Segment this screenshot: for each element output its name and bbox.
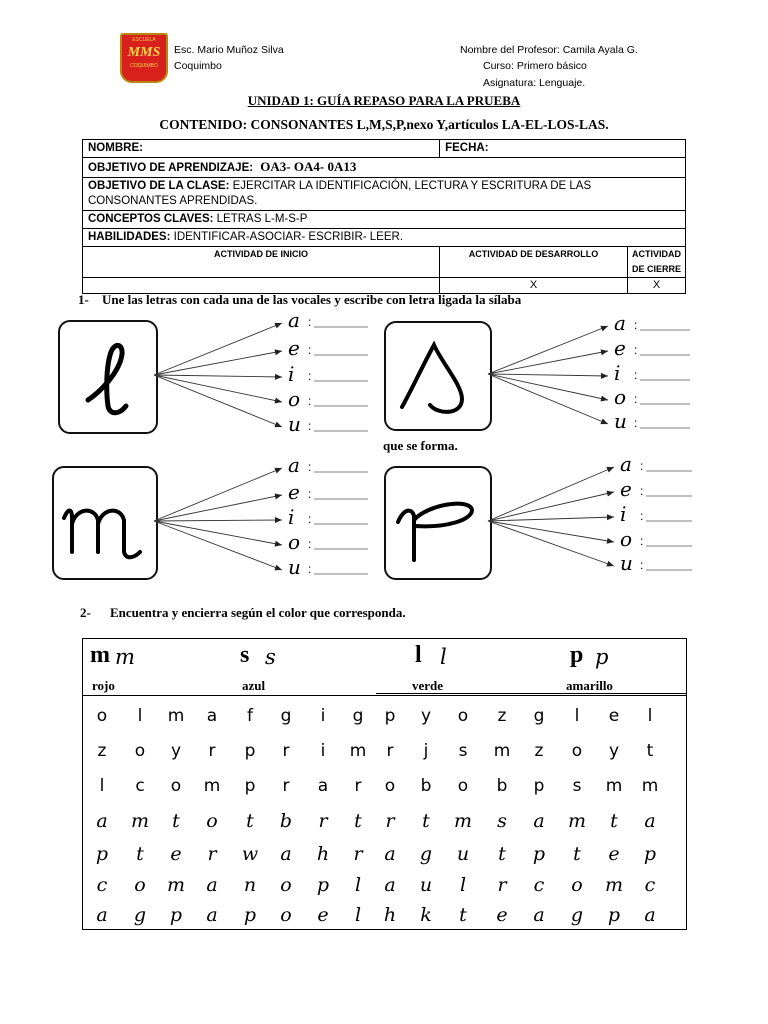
grid-letter[interactable]: o [170,776,182,796]
connector-line [154,521,282,545]
school-city: Coquimbo [174,60,222,72]
arrow-head [607,514,614,520]
vowel-a: a [288,308,300,332]
legend-letter-l: l [415,642,422,668]
grid-letter[interactable]: p [169,904,183,926]
logo-text-mid: MMS [127,45,161,60]
grid-letter[interactable]: r [353,843,363,865]
grid-letter[interactable]: k [420,904,432,926]
grid-letter[interactable]: a [96,810,108,832]
logo-text-top: ESCUELA [132,37,156,43]
legend-letter-s: s [240,642,250,668]
grid-letter[interactable]: e [496,904,508,926]
class-objective [83,178,686,211]
activity-start-header: ACTIVIDAD DE INICIO [83,247,440,278]
activity-closing-header: ACTIVIDAD DE CIERRE [628,247,686,278]
legend-color-rojo: rojo [92,678,115,693]
grid-letter[interactable]: c [533,874,545,896]
key-concepts [83,211,686,229]
grid-letter[interactable]: h [383,904,397,926]
vowel-colon: : [634,392,638,406]
grid-letter[interactable]: r [354,776,362,796]
connector-line [488,517,614,521]
grid-letter[interactable]: p [244,741,256,761]
grid-letter[interactable]: u [419,874,433,896]
cursive-s-glyph [386,323,490,429]
grid-letter[interactable]: o [571,874,583,896]
vowel-colon: : [634,318,638,332]
grid-letter[interactable]: y [420,706,432,726]
grid-letter[interactable]: a [384,874,396,896]
letter-card-s [384,321,492,431]
grid-letter[interactable]: o [384,776,396,796]
grid-letter[interactable]: m [493,741,511,761]
key-concepts-label: CONCEPTOS CLAVES: [88,213,214,225]
arrow-head [600,326,608,332]
vowel-u: u [288,412,301,436]
grid-letter[interactable]: a [96,904,108,926]
grid-letter[interactable]: o [96,706,108,726]
exercise1-number: 1- [78,292,89,307]
grid-letter[interactable]: r [282,741,290,761]
grid-letter[interactable]: t [136,843,144,865]
vowel-o: o [614,385,627,409]
grid-letter[interactable]: s [497,810,507,832]
grid-letter[interactable]: c [96,874,108,896]
key-concepts-value: LETRAS L-M-S-P [216,213,308,225]
vowel-colon: : [640,534,644,548]
learning-objective [83,158,686,178]
connector-line [488,492,614,521]
grid-letter[interactable]: t [172,810,180,832]
vowel-colon: : [308,537,312,551]
connector-line [154,351,282,375]
date-field[interactable]: FECHA: [440,140,686,158]
grid-letter[interactable]: m [453,810,473,832]
grid-letter[interactable]: h [316,843,330,865]
vowel-i: i [288,505,295,529]
grid-letter[interactable]: p [244,776,256,796]
grid-letter[interactable]: z [97,741,107,761]
grid-letter[interactable]: r [386,741,394,761]
vowel-u: u [614,409,627,433]
grid-letter[interactable]: l [459,874,467,896]
grid-letter[interactable]: c [135,776,145,796]
class-objective-value: EJERCITAR LA IDENTIFICACIÓN, LECTURA Y ESCRITURA DE LAS CONSONANTES APRENDIDAS. [88,180,592,207]
vowel-o: o [620,527,633,551]
grid-letter[interactable]: t [246,810,254,832]
legend-letter-p: p [570,642,584,668]
grid-letter[interactable]: t [646,741,654,761]
activity-development-mark[interactable]: X [440,278,628,294]
grid-letter[interactable]: m [203,776,221,796]
info-table [82,139,686,294]
grid-letter[interactable]: g [133,904,147,926]
cursive-m-glyph [54,468,156,578]
grid-letter[interactable]: a [644,904,656,926]
arrow-head [607,538,614,544]
grid-letter[interactable]: l [137,706,143,726]
vowel-e: e [620,477,632,501]
vowel-colon: : [634,343,638,357]
connector-line [488,374,608,400]
vowel-i: i [288,362,295,386]
vowel-colon: : [308,512,312,526]
vowel-colon: : [308,419,312,433]
vowel-i: i [614,361,621,385]
grid-letter[interactable]: o [280,874,292,896]
arrow-head [607,491,614,497]
arrow-head [601,373,608,379]
letter-card-p [384,466,492,580]
vowel-colon: : [634,368,638,382]
grid-letter[interactable]: i [320,706,326,726]
arrow-head [275,398,282,404]
grid-letter[interactable]: t [459,904,467,926]
letter-card-l [58,320,158,434]
grid-letter[interactable]: o [457,776,469,796]
class-objective-label: OBJETIVO DE LA CLASE: [88,180,230,192]
connector-line [488,374,608,424]
legend-color-verde: verde [412,678,444,693]
grid-letter[interactable]: t [354,810,362,832]
grid-letter[interactable]: o [280,904,292,926]
grid-letter[interactable]: a [533,904,545,926]
connector-line [154,521,282,570]
learning-objective-value: OA3- OA4- 0A13 [260,159,357,174]
grid-letter[interactable]: r [497,874,507,896]
unit-title: UNIDAD 1: GUÍA REPASO PARA LA PRUEBA [247,93,521,108]
grid-letter[interactable]: p [643,843,657,865]
grid-letter[interactable]: l [574,706,580,726]
grid-letter[interactable]: w [241,843,259,865]
grid-letter[interactable]: b [420,776,432,796]
grid-letter[interactable]: r [385,810,395,832]
grid-letter[interactable]: y [608,741,620,761]
skills-label: HABILIDADES: [88,231,171,243]
vowel-o: o [288,387,301,411]
grid-letter[interactable]: l [99,776,105,796]
logo-text-bottom: COQUIMBO [130,63,158,69]
legend-cursive-s: s [265,645,276,669]
grid-letter[interactable]: l [647,706,653,726]
legend-cursive-m: m [115,645,135,669]
vowel-colon: : [640,558,644,572]
vowel-a: a [620,452,632,476]
grid-letter[interactable]: j [423,741,429,761]
grid-letter[interactable]: l [354,904,362,926]
grid-letter[interactable]: a [317,776,329,796]
grid-letter[interactable]: z [534,741,544,761]
legend-letter-m: m [90,642,110,668]
connector-line [488,467,614,521]
grid-letter[interactable]: n [243,874,257,896]
arrow-head [274,468,282,474]
grid-letter[interactable]: r [207,843,217,865]
connector-line [488,374,608,376]
vowel-a: a [614,311,626,335]
arrow-head [274,323,282,329]
legend-bottom-line [83,695,686,696]
skills [83,229,686,247]
legend-cursive-l: l [440,645,447,669]
grid-letter[interactable]: m [349,741,367,761]
vowel-colon: : [640,509,644,523]
grid-letter[interactable]: o [206,810,218,832]
arrow-head [601,396,608,402]
connector-line [154,520,282,521]
grid-letter[interactable]: m [605,776,623,796]
legend-color-amarillo: amarillo [566,678,613,693]
grid-letter[interactable]: o [457,706,469,726]
grid-letter[interactable]: e [170,843,182,865]
connector-line [488,351,608,374]
grid-letter[interactable]: f [247,706,253,726]
course: Curso: Primero básico [483,60,587,72]
grid-letter[interactable]: r [282,776,290,796]
grid-letter[interactable]: l [354,874,362,896]
arrow-head [274,422,282,428]
legend-color-azul: azul [242,678,266,693]
vowel-colon: : [308,487,312,501]
vowel-e: e [288,336,300,360]
grid-letter[interactable]: m [130,810,150,832]
grid-letter[interactable]: a [206,904,218,926]
letter-card-m [52,466,158,580]
grid-letter[interactable]: p [607,904,621,926]
grid-letter[interactable]: g [352,706,364,726]
grid-letter[interactable]: t [610,810,618,832]
grid-letter[interactable]: e [608,843,620,865]
legend-cursive-p: p [595,645,609,669]
grid-letter[interactable]: e [317,904,329,926]
exercise1-instruction: Une las letras con cada una de las vocales y escribe con letra ligada la sílaba [102,292,522,307]
vowel-i: i [620,502,627,526]
arrow-head [274,565,282,571]
grid-letter[interactable]: m [166,874,186,896]
content-title: CONTENIDO: CONSONANTES L,M,S,P,nexo Y,artículos LA-EL-LOS-LAS. [159,117,609,132]
school-name: Esc. Mario Muñoz Silva [174,44,284,56]
learning-objective-label: OBJETIVO DE APRENDIZAJE: [88,162,254,174]
vowel-e: e [288,480,300,504]
grid-letter[interactable]: z [497,706,507,726]
subject: Asignatura: Lenguaje. [483,77,586,89]
name-field[interactable]: NOMBRE: [83,140,440,158]
arrow-head [275,349,282,355]
grid-letter[interactable]: r [318,810,328,832]
connector-line [154,495,282,521]
grid-letter[interactable]: g [533,706,545,726]
vowel-colon: : [308,369,312,383]
vowel-a: a [288,453,300,477]
grid-letter[interactable]: p [533,776,545,796]
arrow-head [606,561,614,567]
grid-letter[interactable]: a [384,843,396,865]
connector-line [488,326,608,374]
connector-line [154,468,282,521]
vowel-colon: : [308,343,312,357]
grid-letter[interactable]: a [206,706,218,726]
grid-letter[interactable]: g [419,843,433,865]
grid-letter[interactable]: i [320,741,326,761]
arrow-head [600,419,608,425]
exercise2-instruction: Encuentra y encierra según el color que corresponda. [110,605,406,620]
arrow-head [275,493,282,499]
grid-letter[interactable]: p [95,843,109,865]
teacher-name: Nombre del Profesor: Camila Ayala G. [460,44,638,56]
vowel-colon: : [640,484,644,498]
connector-line [488,521,614,542]
grid-letter[interactable]: m [167,706,185,726]
grid-letter[interactable]: p [316,874,330,896]
connector-line [154,375,282,427]
vowel-colon: : [308,562,312,576]
grid-letter[interactable]: t [573,843,581,865]
grid-letter[interactable]: m [641,776,659,796]
skills-value: IDENTIFICAR-ASOCIAR- ESCRIBIR- LEER. [173,231,404,243]
vowel-u: u [288,555,301,579]
school-logo [120,33,168,83]
exercise2-number: 2- [80,605,91,620]
grid-letter[interactable]: a [280,843,292,865]
vowel-colon: : [634,416,638,430]
connector-line [154,323,282,375]
arrow-head [606,467,614,473]
vowel-colon: : [308,394,312,408]
vowel-o: o [288,530,301,554]
grid-letter[interactable]: m [604,874,624,896]
grid-letter[interactable]: a [533,810,545,832]
grid-letter[interactable]: t [498,843,506,865]
grid-letter[interactable]: y [170,741,182,761]
connector-line [154,375,282,402]
arrow-head [275,517,282,523]
vowel-e: e [614,336,626,360]
exercise1-continuation: que se forma. [383,438,458,453]
grid-letter[interactable]: a [206,874,218,896]
grid-letter[interactable]: a [644,810,656,832]
grid-letter[interactable]: g [570,904,584,926]
activity-development-header: ACTIVIDAD DE DESARROLLO [440,247,628,278]
vowel-colon: : [308,460,312,474]
vowel-colon: : [640,459,644,473]
connector-line [154,375,282,377]
grid-letter[interactable]: o [134,741,146,761]
grid-letter[interactable]: g [280,706,292,726]
grid-letter[interactable]: p [243,904,257,926]
grid-letter[interactable]: m [567,810,587,832]
grid-letter[interactable]: s [458,741,468,761]
grid-letter[interactable]: e [608,706,620,726]
grid-letter[interactable]: s [572,776,582,796]
activity-closing-mark[interactable]: X [628,278,686,294]
connector-line [488,521,614,566]
grid-letter[interactable]: r [208,741,216,761]
grid-letter[interactable]: u [456,843,470,865]
vowel-u: u [620,551,633,575]
grid-letter[interactable]: b [279,810,293,832]
grid-letter[interactable]: t [422,810,430,832]
cursive-p-glyph [386,468,490,578]
grid-letter[interactable]: o [134,874,146,896]
vowel-colon: : [308,315,312,329]
grid-letter[interactable]: o [571,741,583,761]
arrow-head [601,349,608,355]
arrow-head [275,374,282,380]
grid-letter[interactable]: p [384,706,396,726]
grid-letter[interactable]: p [532,843,546,865]
cursive-l-glyph [60,322,156,432]
grid-letter[interactable]: c [644,874,656,896]
arrow-head [275,541,282,547]
grid-letter[interactable]: b [496,776,508,796]
